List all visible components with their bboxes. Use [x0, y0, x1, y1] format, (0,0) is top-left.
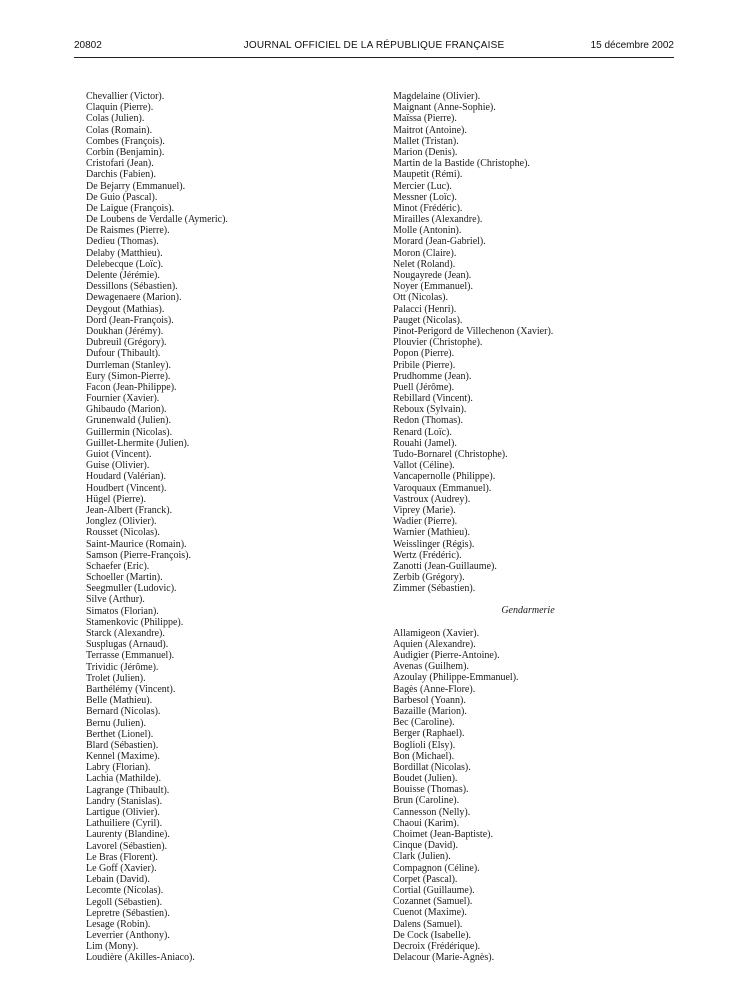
name-entry: Choimet (Jean-Baptiste). [393, 829, 493, 840]
journal-title: JOURNAL OFFICIEL DE LA RÉPUBLIQUE FRANÇAISE [243, 40, 505, 51]
name-entry: Lesage (Robin). [86, 918, 151, 930]
name-entry: Deygout (Mathias). [86, 303, 165, 315]
name-entry: Guiot (Vincent). [86, 449, 152, 460]
name-entry: Houdard (Valérian). [86, 471, 166, 483]
name-entry: Delente (Jérémie). [86, 270, 160, 281]
name-entry: Cozannet (Samuel). [393, 896, 473, 908]
name-entry: Dufour (Thibault). [86, 348, 161, 360]
name-entry: Schoeller (Martin). [86, 572, 163, 584]
name-entry: Mirailles (Alexandre). [393, 214, 483, 226]
name-entry: Fournier (Xavier). [86, 393, 160, 405]
name-entry: Delacour (Marie-Agnès). [393, 952, 495, 964]
name-entry: Avenas (Guilhem). [393, 661, 469, 673]
name-entry: Warnier (Mathieu). [393, 527, 470, 539]
name-entry: Dubreuil (Grégory). [86, 337, 167, 349]
name-entry: Wertz (Frédéric). [393, 549, 462, 561]
publication-date: 15 décembre 2002 [590, 40, 674, 51]
name-entry: Cristofari (Jean). [86, 158, 154, 170]
name-entry: Darchis (Fabien). [86, 169, 156, 181]
name-entry: Dessillons (Sébastien). [86, 281, 178, 293]
name-entry: Zanotti (Jean-Guillaume). [393, 560, 497, 572]
name-entry: Morard (Jean-Gabriel). [393, 236, 486, 248]
name-entry: Compagnon (Céline). [393, 862, 480, 874]
name-entry: Mercier (Luc). [393, 180, 452, 192]
name-entry: Rebillard (Vincent). [393, 393, 473, 405]
name-entry: Bec (Caroline). [393, 717, 455, 729]
name-entry: Bordillat (Nicolas). [393, 761, 471, 773]
name-entry: Houdbert (Vincent). [86, 482, 167, 494]
name-entry: Legoll (Sébastien). [86, 896, 163, 908]
name-entry: Pinot-Perigord de Villechenon (Xavier). [393, 325, 554, 337]
name-entry: Dord (Jean-François). [86, 314, 174, 326]
name-entry: Loudière (Akilles-Aniaco). [86, 952, 195, 964]
name-entry: Bernu (Julien). [86, 717, 146, 729]
name-entry: Chaoui (Karim). [393, 817, 460, 829]
name-entry: Susplugas (Arnaud). [86, 639, 169, 651]
name-entry: Bon (Michael). [393, 750, 455, 762]
name-entry: Clark (Julien). [393, 851, 451, 863]
name-entry: Lavorel (Sébastien). [86, 840, 168, 852]
name-entry: Azoulay (Philippe-Emmanuel). [393, 672, 519, 684]
name-entry: Moron (Claire). [393, 247, 457, 259]
name-entry: Trividic (Jérôme). [86, 661, 159, 673]
name-entry: Noyer (Emmanuel). [393, 281, 473, 293]
name-entry: Le Bras (Florent). [86, 851, 158, 863]
name-entry: Cuenot (Maxime). [393, 907, 467, 919]
name-entry: Rouahi (Jamel). [393, 437, 457, 449]
name-entry: Martin de la Bastide (Christophe). [393, 158, 530, 170]
name-entry: Molle (Antonin). [393, 225, 462, 237]
section-heading-gendarmerie: Gendarmerie [501, 605, 555, 617]
name-entry: Berger (Raphael). [393, 728, 465, 740]
name-entry: Cinque (David). [393, 840, 458, 852]
name-entry: Labry (Florian). [86, 762, 151, 774]
name-entry: Lartigue (Olivier). [86, 807, 160, 818]
name-entry: Audigier (Pierre-Antoine). [393, 650, 500, 661]
name-entry: Zimmer (Sébastien). [393, 583, 476, 595]
name-entry: Hügel (Pierre). [86, 493, 146, 505]
name-entry: Maïssa (Pierre). [393, 113, 457, 125]
name-entry: Starck (Alexandre). [86, 628, 165, 639]
name-entry: Bouisse (Thomas). [393, 784, 469, 796]
name-entry: Stamenkovic (Philippe). [86, 616, 184, 628]
name-entry: Guise (Olivier). [86, 460, 150, 472]
name-entry: Laurenty (Blandine). [86, 829, 170, 841]
name-entry: Colas (Romain). [86, 124, 153, 136]
name-entry: Lepretre (Sébastien). [86, 907, 170, 919]
name-entry: Landry (Stanislas). [86, 795, 163, 807]
name-entry: Dalens (Samuel). [393, 918, 463, 930]
name-entry: Lecomte (Nicolas). [86, 885, 164, 897]
name-entry: Pribile (Pierre). [393, 359, 456, 371]
name-entry: Corbin (Benjamin). [86, 146, 165, 158]
name-entry: Lachia (Mathilde). [86, 773, 161, 785]
name-entry: Puell (Jérôme). [393, 381, 455, 393]
name-entry: Wadier (Pierre). [393, 516, 458, 528]
name-entry: Cortial (Guillaume). [393, 884, 475, 896]
name-entry: Redon (Thomas). [393, 415, 463, 427]
name-entry: Lim (Mony). [86, 941, 139, 953]
name-entry: Marion (Denis). [393, 146, 458, 158]
name-entry: Pauget (Nicolas). [393, 314, 463, 326]
name-entry: Delebecque (Loïc). [86, 258, 164, 270]
name-entry: Magdelaine (Olivier). [393, 91, 481, 102]
name-entry: Popon (Pierre). [393, 348, 455, 360]
name-entry: Brun (Caroline). [393, 795, 460, 807]
name-entry: Lebain (David). [86, 874, 150, 886]
name-entry: Maupetit (Rémi). [393, 169, 463, 181]
name-entry: Aquien (Alexandre). [393, 638, 476, 650]
name-entry: Boudet (Julien). [393, 773, 458, 785]
name-entry: Vancapernolle (Philippe). [393, 471, 496, 483]
left-name-column [86, 91, 356, 964]
name-entry: Decroix (Frédérique). [393, 940, 481, 952]
name-entry: Minot (Frédéric). [393, 202, 463, 214]
page-header [74, 40, 674, 56]
name-entry: Leverrier (Anthony). [86, 930, 170, 942]
name-entry: Le Goff (Xavier). [86, 862, 157, 874]
name-entry: Ghibaudo (Marion). [86, 404, 167, 416]
name-entry: Vastroux (Audrey). [393, 493, 471, 505]
name-entry: Ott (Nicolas). [393, 292, 448, 304]
page-number: 20802 [74, 40, 102, 51]
name-entry: Renard (Loïc). [393, 426, 452, 438]
name-entry: De Raismes (Pierre). [86, 225, 170, 237]
right-name-column [393, 91, 673, 963]
name-entry: Cannesson (Nelly). [393, 806, 471, 818]
name-entry: Nougayrede (Jean). [393, 270, 472, 281]
name-entry: Dedieu (Thomas). [86, 236, 159, 248]
name-entry: Jonglez (Olivier). [86, 516, 157, 528]
name-entry: Weisslinger (Régis). [393, 538, 475, 550]
name-entry: De Cock (Isabelle). [393, 929, 472, 941]
name-entry: De Loubens de Verdalle (Aymeric). [86, 214, 228, 226]
name-entry: Berthet (Lionel). [86, 728, 154, 740]
name-entry: Schaefer (Eric). [86, 560, 150, 572]
name-entry: De Laigue (François). [86, 202, 175, 214]
name-entry: Grunenwald (Julien). [86, 415, 171, 427]
name-entry: Maignant (Anne-Sophie). [393, 102, 496, 114]
name-entry: Jean-Albert (Franck). [86, 504, 173, 516]
name-entry: Boglioli (Elsy). [393, 739, 456, 751]
name-entry: Colas (Julien). [86, 113, 145, 125]
name-entry: Barbesol (Yoann). [393, 694, 466, 706]
name-entry: Messner (Loïc). [393, 191, 457, 203]
name-entry: Terrasse (Emmanuel). [86, 650, 175, 662]
name-entry: Guillet-Lhermite (Julien). [86, 437, 190, 449]
right-name-list-bottom [393, 628, 673, 964]
name-entry: Claquin (Pierre). [86, 102, 154, 114]
name-entry: Samson (Pierre-François). [86, 549, 191, 561]
name-entry: Bernard (Nicolas). [86, 706, 161, 718]
name-entry: Kennel (Maxime). [86, 751, 160, 763]
name-entry: Plouvier (Christophe). [393, 337, 483, 349]
name-entry: Dewagenaere (Marion). [86, 292, 182, 304]
name-entry: Seegmuller (Ludovic). [86, 583, 177, 595]
name-entry: Viprey (Marie). [393, 504, 456, 516]
name-entry: Allamigeon (Xavier). [393, 627, 480, 639]
name-entry: Chevallier (Victor). [86, 91, 165, 102]
name-entry: Combes (François). [86, 135, 165, 147]
name-entry: Corpet (Pascal). [393, 873, 458, 885]
name-entry: Rousset (Nicolas). [86, 527, 160, 539]
name-entry: Barthélémy (Vincent). [86, 683, 176, 695]
name-entry: Prudhomme (Jean). [393, 370, 472, 382]
name-entry: Maitrot (Antoine). [393, 124, 467, 136]
name-entry: Palacci (Henri). [393, 303, 457, 315]
name-entry: Delaby (Matthieu). [86, 247, 163, 259]
name-entry: Tudo-Bornarel (Christophe). [393, 449, 508, 460]
name-entry: Belle (Mathieu). [86, 695, 153, 707]
name-entry: De Bejarry (Emmanuel). [86, 180, 186, 192]
right-name-list-top [393, 91, 673, 594]
name-entry: Simatos (Florian). [86, 605, 159, 617]
name-entry: Reboux (Sylvain). [393, 404, 467, 416]
name-entry: Facon (Jean-Philippe). [86, 381, 177, 393]
name-entry: Silve (Arthur). [86, 594, 145, 606]
header-rule [74, 57, 674, 58]
name-entry: Guillermin (Nicolas). [86, 426, 173, 438]
name-entry: Bagès (Anne-Flore). [393, 683, 476, 695]
name-entry: Varoquaux (Emmanuel). [393, 482, 492, 494]
name-entry: Lathuiliere (Cyril). [86, 818, 163, 830]
name-entry: Doukhan (Jérémy). [86, 325, 164, 337]
name-entry: Mallet (Tristan). [393, 135, 459, 147]
name-entry: Zerbib (Grégory). [393, 572, 465, 584]
name-entry: Durrleman (Stanley). [86, 359, 171, 371]
name-entry: Blard (Sébastien). [86, 739, 159, 751]
name-entry: Vallot (Céline). [393, 460, 455, 472]
name-entry: Bazaille (Marion). [393, 705, 467, 717]
name-entry: Saint-Maurice (Romain). [86, 538, 187, 550]
name-entry: Trolet (Julien). [86, 672, 146, 684]
name-entry: Eury (Simon-Pierre). [86, 370, 171, 382]
name-entry: Lagrange (Thibault). [86, 784, 170, 796]
name-entry: De Guio (Pascal). [86, 191, 158, 203]
name-entry: Nelet (Roland). [393, 258, 456, 270]
